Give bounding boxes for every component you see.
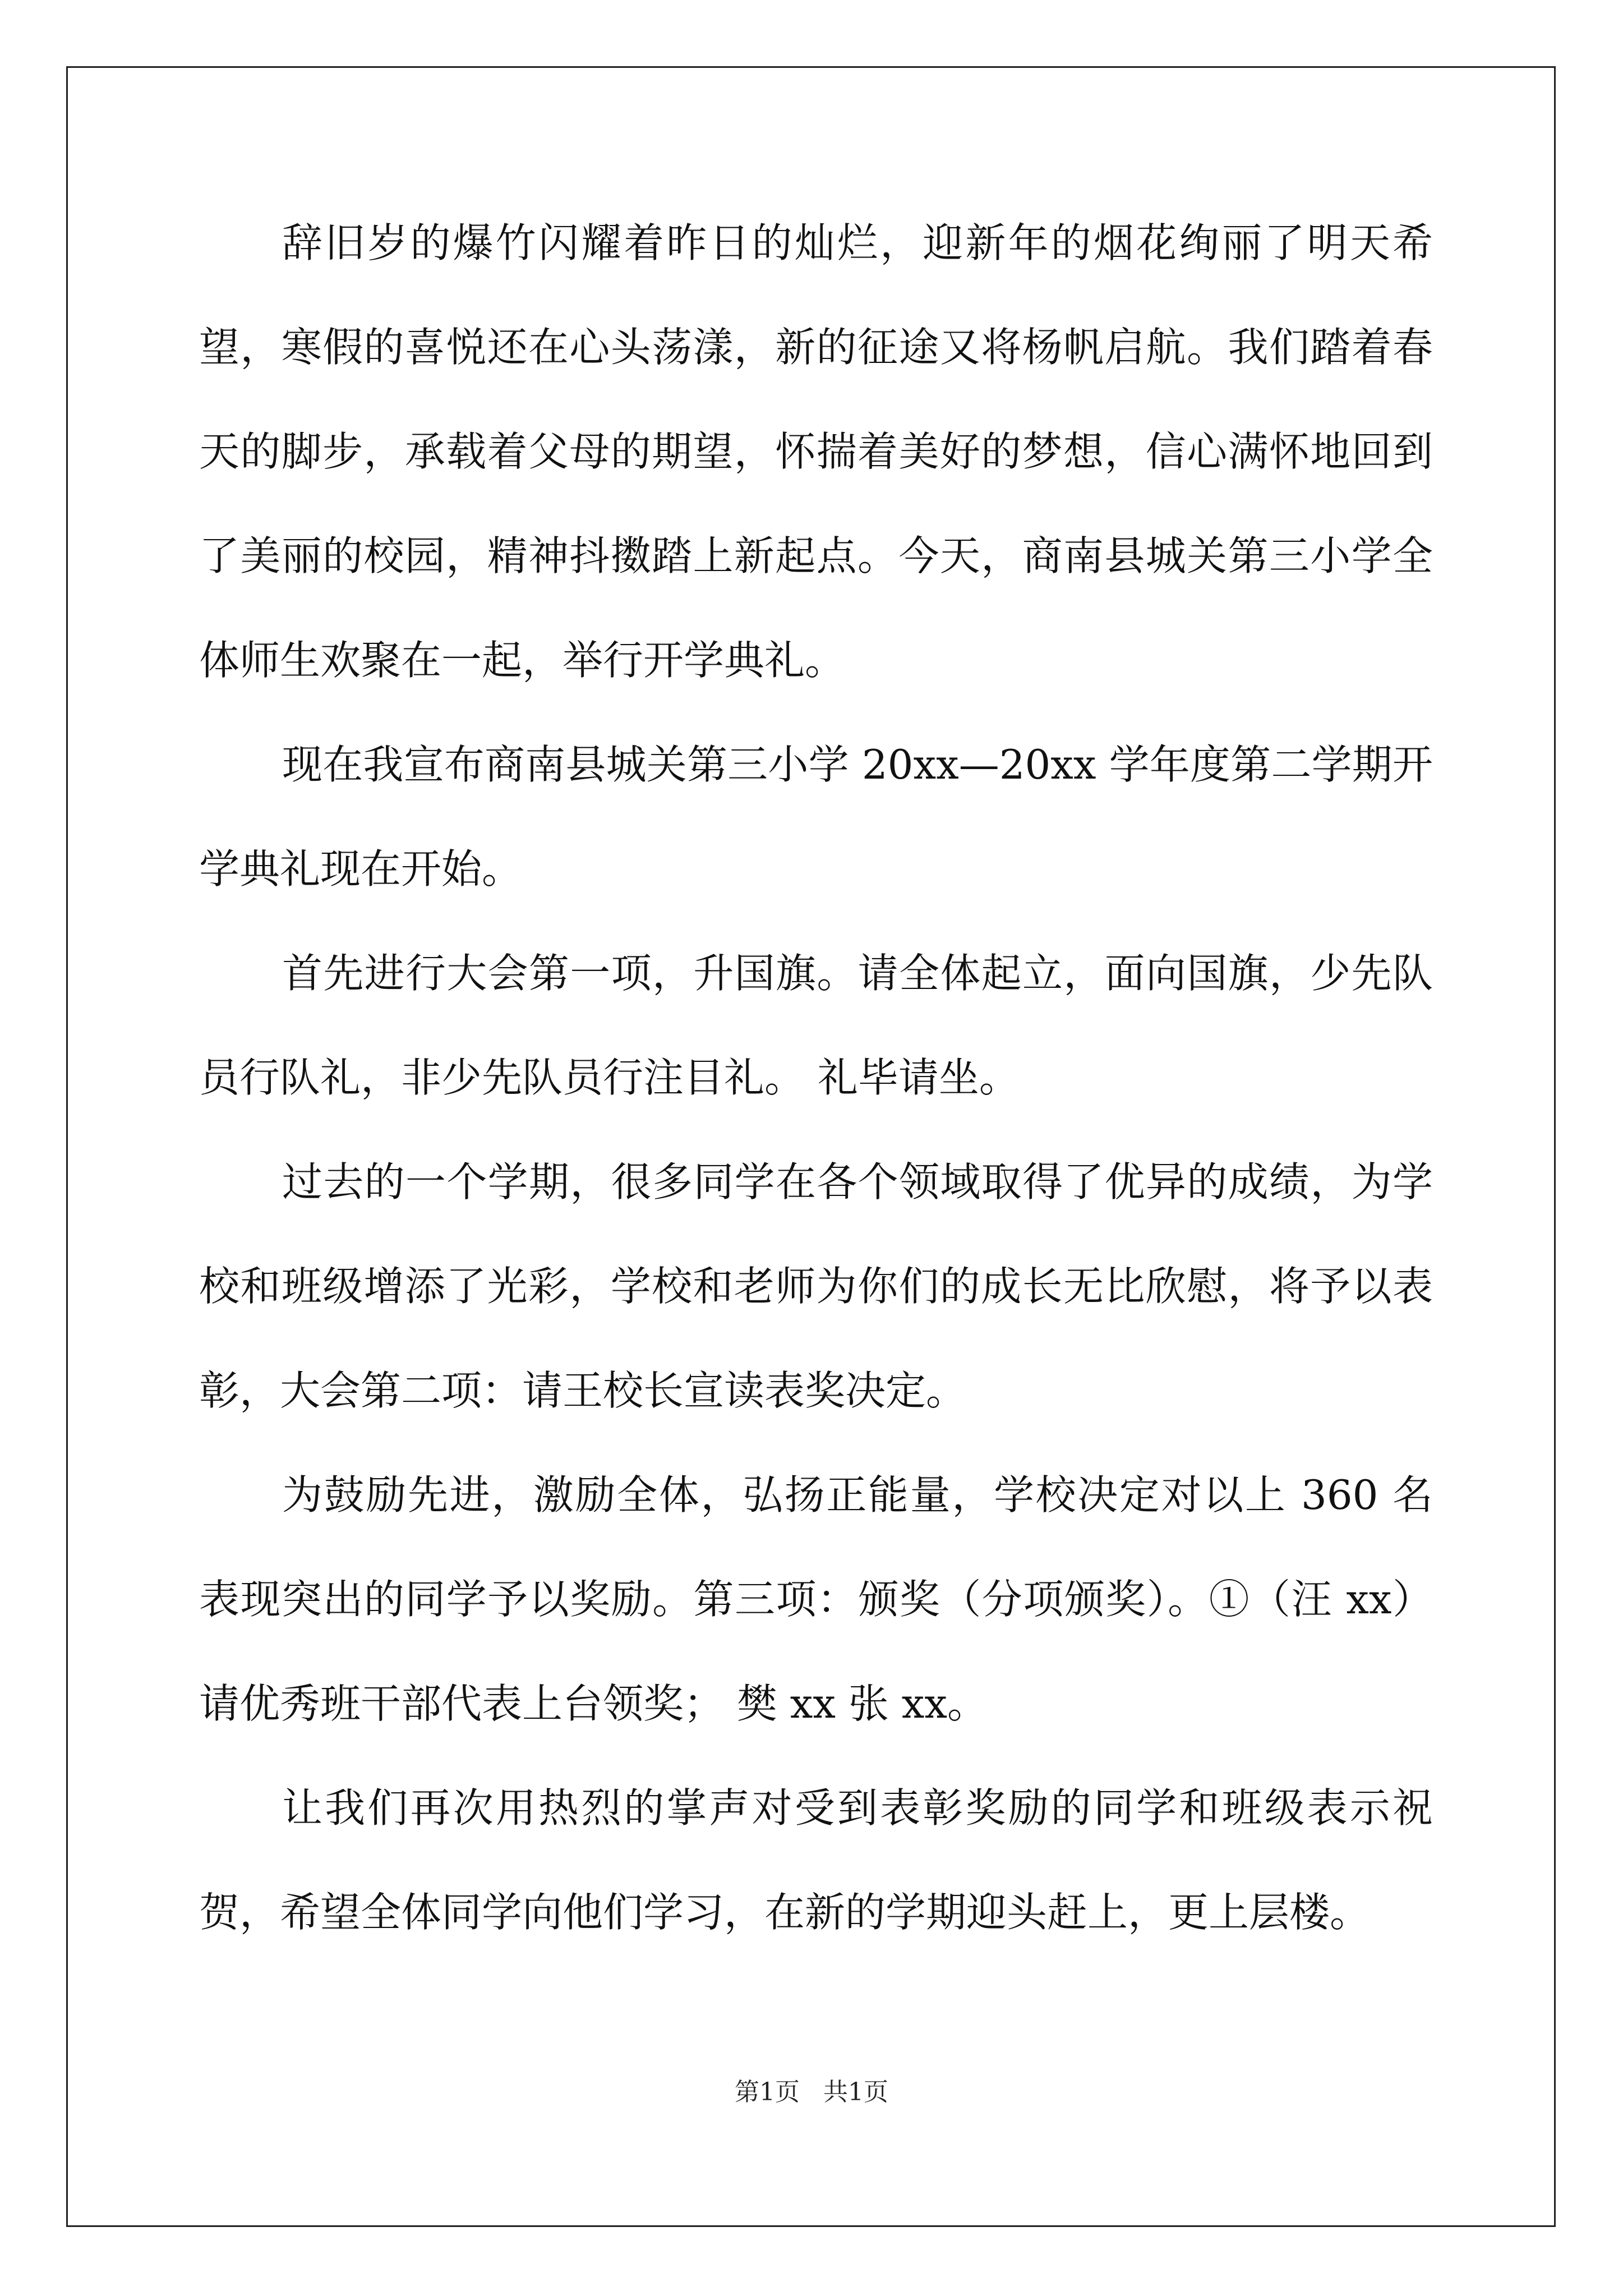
paragraph: 为鼓励先进，激励全体，弘扬正能量，学校决定对以上 360 名表现突出的同学予以奖励。第三项：颁奖（分项颁奖）。①（汪 xx）请优秀班干部代表上台领奖； 樊 xx 张 xx。 <box>199 1471 1433 1727</box>
paragraph: 让我们再次用热烈的掌声对受到表彰奖励的同学和班级表示祝贺，希望全体同学向他们学习，在新的学期迎头赶上，更上层楼。 <box>199 1784 1433 1936</box>
document-body <box>199 191 1433 1964</box>
page-footer: 第1页 共1页 <box>735 2078 888 2106</box>
paragraph: 辞旧岁的爆竹闪耀着昨日的灿烂，迎新年的烟花绚丽了明天希望，寒假的喜悦还在心头荡漾，新的征途又将杨帆启航。我们踏着春天的脚步，承载着父母的期望，怀揣着美好的梦想，信心满怀地回到了美丽的校园，精神抖擞踏上新起点。今天，商南县城关第三小学全体师生欢聚在一起，举行开学典礼。 <box>199 219 1433 684</box>
paragraph: 过去的一个学期，很多同学在各个领域取得了优异的成绩，为学校和班级增添了光彩，学校和老师为你们的成长无比欣慰，将予以表彰，大会第二项：请王校长宣读表奖决定。 <box>199 1158 1433 1414</box>
paragraph: 现在我宣布商南县城关第三小学 20xx—20xx 学年度第二学期开学典礼现在开始。 <box>199 741 1433 892</box>
paragraph: 首先进行大会第一项，升国旗。请全体起立，面向国旗，少先队员行队礼，非少先队员行注目礼。 礼毕请坐。 <box>199 950 1433 1101</box>
